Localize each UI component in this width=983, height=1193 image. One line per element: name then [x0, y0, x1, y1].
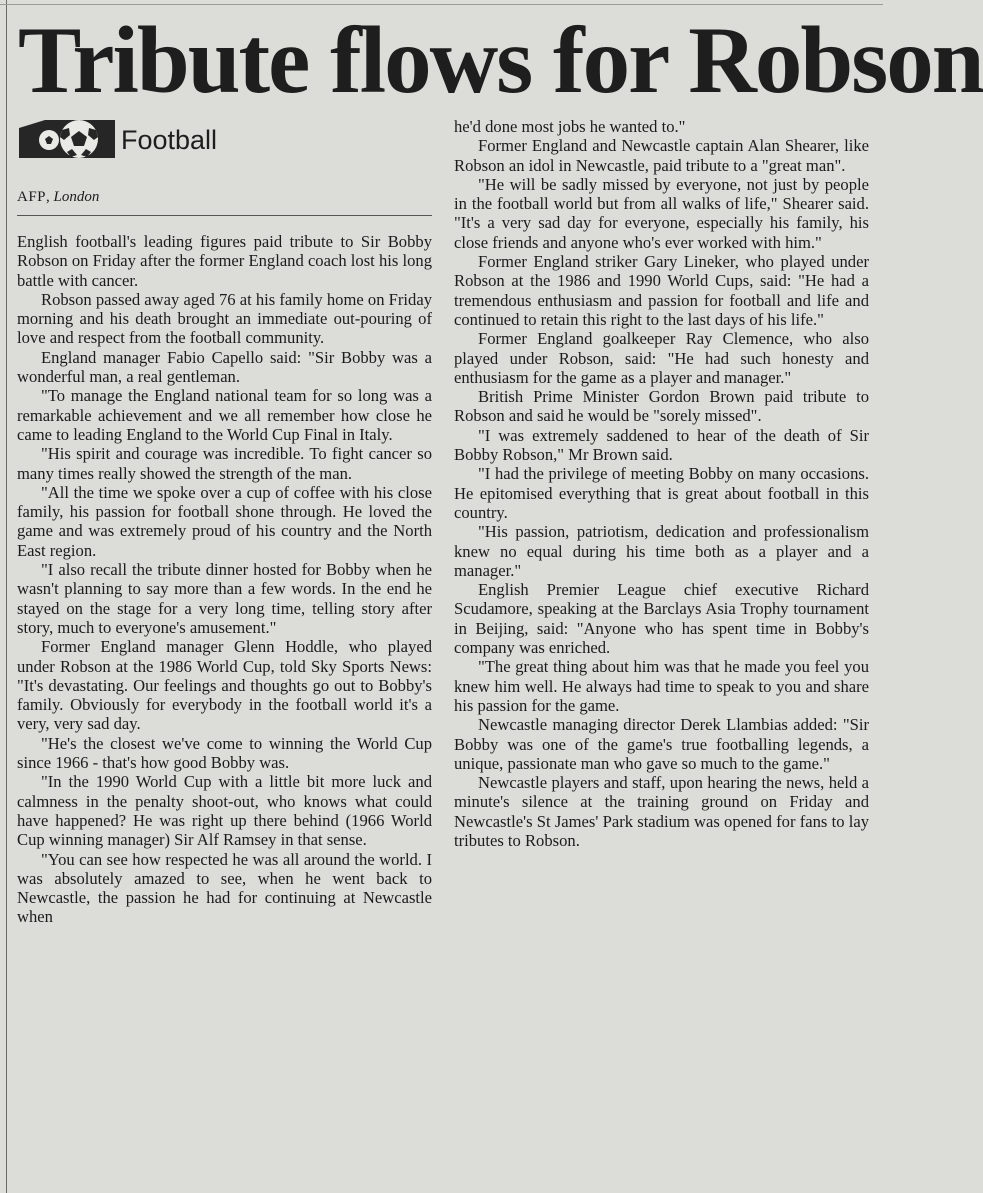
football-icon	[19, 118, 115, 160]
section-tag	[17, 116, 432, 166]
paragraph: "The great thing about him was that he made you feel you knew him well. He always had time to speak to you and share his passion for the game.	[454, 657, 869, 715]
paragraph: Former England manager Glenn Hoddle, who played under Robson at the 1986 World Cup, told Sky Sports News: "It's devastating. Our feelings and thoughts go out to Bobby's family. Obviously for everybody in the football world it's a very, very sad day.	[17, 637, 432, 734]
page-left-rule	[6, 0, 7, 1193]
section-label: Football	[121, 125, 218, 155]
paragraph: "All the time we spoke over a cup of coffee with his close family, his passion for football shone through. He loved the game and was extremely proud of his country and the North East region.	[17, 482, 432, 560]
paragraph: "In the 1990 World Cup with a little bit more luck and calmness in the penalty shoot-out, who knows what could have happened? He was right up there behind (1966 World Cup winning manager) Sir Alf Ramsey in that sense.	[17, 772, 432, 850]
paragraph: "You can see how respected he was all around the world. I was absolutely amazed to see, when he went back to Newcastle, the passion he had for continuing at Newcastle when	[17, 849, 432, 927]
byline-location: London	[53, 189, 100, 205]
paragraph: British Prime Minister Gordon Brown paid tribute to Robson and said he would be "sorely missed".	[454, 387, 869, 426]
paragraph: Newcastle players and staff, upon hearing the news, held a minute's silence at the training ground on Friday and Newcastle's St James' Park stadium was opened for fans to lay tributes to Robson.	[454, 773, 869, 850]
paragraph: Former England striker Gary Lineker, who played under Robson at the 1986 and 1990 World Cups, said: "He had a tremendous enthusiasm and passion for football and life and continued to retain this right to the last days of his life."	[454, 252, 869, 329]
paragraph: Former England goalkeeper Ray Clemence, who also played under Robson, said: "He had such honesty and enthusiasm for the game as a player and manager."	[454, 329, 869, 387]
paragraph: "I had the privilege of meeting Bobby on many occasions. He epitomised everything that is great about football in this country.	[454, 464, 869, 522]
paragraph: Robson passed away aged 76 at his family home on Friday morning and his death brought an immediate out-pouring of love and respect from the football community.	[17, 289, 432, 348]
paragraph: "I was extremely saddened to hear of the death of Sir Bobby Robson," Mr Brown said.	[454, 425, 869, 465]
paragraph: "His passion, patriotism, dedication and professionalism knew no equal during his time both as a player and a manager."	[454, 522, 869, 580]
byline-divider	[17, 215, 432, 216]
paragraph: "I also recall the tribute dinner hosted for Bobby when he wasn't planning to say more than a few words. In the end he stayed on the stage for a very long time, telling story after story, much to everyone's amusement."	[17, 560, 432, 637]
paragraph: English football's leading figures paid tribute to Sir Bobby Robson on Friday after the former England coach lost his long battle with cancer.	[17, 232, 432, 290]
paragraph: "He's the closest we've come to winning the World Cup since 1966 - that's how good Bobby was.	[17, 733, 432, 773]
headline: Tribute flows for Robson	[18, 7, 983, 113]
paragraph: "He will be sadly missed by everyone, not just by people in the football world but from all walks of life," Shearer said. "It's a very sad day for everyone, especially his family, his close friends and anyone who's ever worked with him."	[454, 174, 869, 252]
paragraph: he'd done most jobs he wanted to."	[454, 117, 686, 136]
byline-source: AFP	[17, 189, 47, 205]
article-column-left	[17, 232, 432, 1190]
paragraph: English Premier League chief executive Richard Scudamore, speaking at the Barclays Asia Trophy tournament in Beijing, said: "Anyone who has spent time in Bobby's company was enriched.	[454, 580, 869, 658]
page-top-rule	[0, 4, 883, 5]
paragraph: "His spirit and courage was incredible. To fight cancer so many times really showed the strength of the man.	[17, 444, 432, 483]
paragraph: Newcastle managing director Derek Llambias added: "Sir Bobby was one of the game's true footballing legends, a unique, passionate man who gave so much to the game."	[454, 715, 869, 773]
byline: AFP, London	[17, 189, 100, 205]
paragraph: "To manage the England national team for so long was a remarkable achievement and we all remember how close he came to leading England to the World Cup Final in Italy.	[17, 386, 432, 444]
article-column-right	[454, 117, 869, 1190]
paragraph: Former England and Newcastle captain Alan Shearer, like Robson an idol in Newcastle, paid tribute to a "great man".	[454, 136, 869, 175]
paragraph: England manager Fabio Capello said: "Sir Bobby was a wonderful man, a real gentleman.	[17, 347, 432, 387]
